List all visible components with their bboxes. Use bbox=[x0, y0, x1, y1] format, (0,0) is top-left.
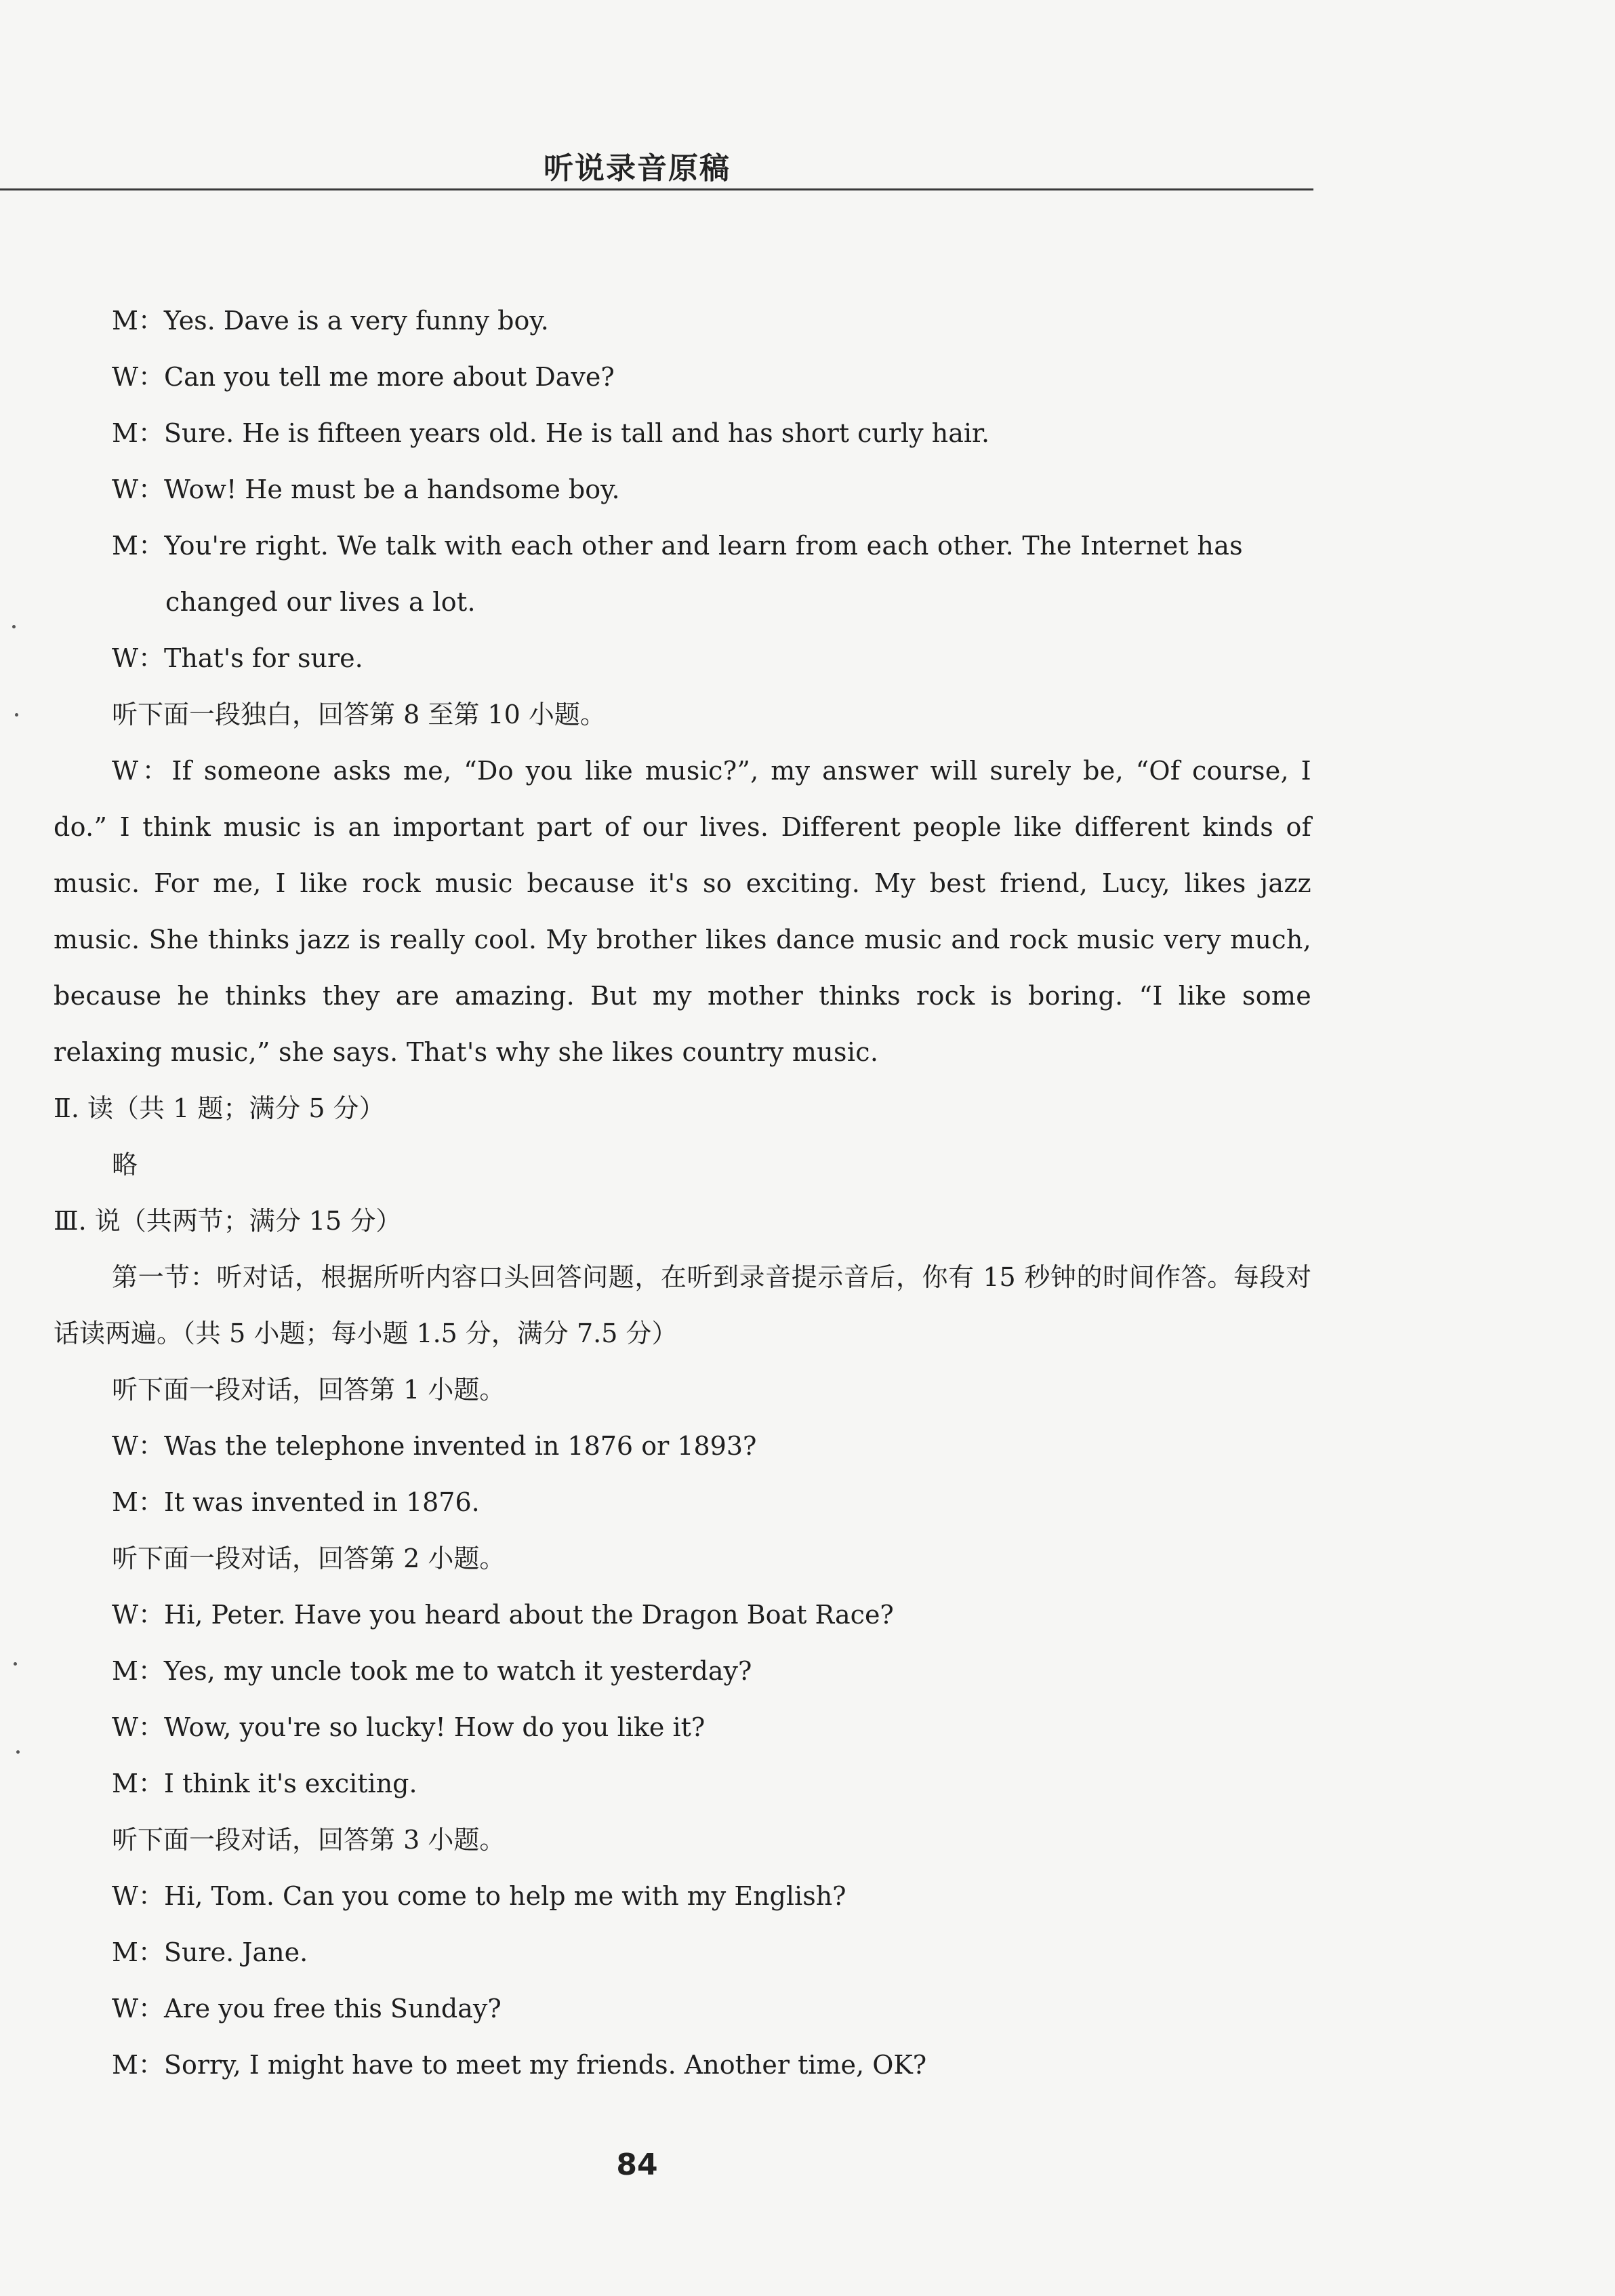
section-heading-read: Ⅱ. 读（共 1 题；满分 5 分） bbox=[54, 1093, 385, 1123]
transcript-body bbox=[54, 293, 1311, 2093]
dialogue-line: W：Can you tell me more about Dave? bbox=[112, 362, 615, 392]
page-number: 84 bbox=[616, 2148, 658, 2182]
dialogue-line: M：You're right. We talk with each other and learn from each other. The Internet has changed our lives a lot. bbox=[112, 531, 1243, 617]
dialogue-line: M：Sure. Jane. bbox=[112, 1937, 308, 1967]
dialogue-line: M：I think it's exciting. bbox=[112, 1769, 417, 1798]
section-instruction: 听下面一段对话，回答第 1 小题。 bbox=[112, 1375, 506, 1405]
dialogue-line: W：Wow, you're so lucky! How do you like it? bbox=[112, 1712, 706, 1742]
header-divider bbox=[0, 188, 1313, 190]
dialogue-line: M：Yes, my uncle took me to watch it yesterday? bbox=[112, 1656, 752, 1686]
dialogue-line: W：Hi, Tom. Can you come to help me with my English? bbox=[112, 1881, 846, 1911]
page-header-title: 听说录音原稿 bbox=[544, 151, 731, 186]
section-instruction: 听下面一段对话，回答第 2 小题。 bbox=[112, 1544, 506, 1573]
dialogue-line: M：Sorry, I might have to meet my friends. Another time, OK? bbox=[112, 2050, 927, 2080]
scan-speck bbox=[15, 713, 18, 717]
dialogue-line: M：Yes. Dave is a very funny boy. bbox=[112, 306, 549, 336]
dialogue-line: M：It was invented in 1876. bbox=[112, 1487, 480, 1517]
scan-speck bbox=[16, 1750, 20, 1754]
section-instruction: 听下面一段独白，回答第 8 至第 10 小题。 bbox=[112, 700, 606, 729]
section-content: 略 bbox=[112, 1150, 138, 1180]
dialogue-line: W：Was the telephone invented in 1876 or 1893? bbox=[112, 1431, 757, 1461]
dialogue-line: W：That's for sure. bbox=[112, 643, 363, 673]
section-instruction: 第一节：听对话，根据所听内容口头回答问题，在听到录音提示音后，你有 15 秒钟的时间作答。每段对话读两遍。（共 5 小题；每小题 1.5 分，满分 7.5 分） bbox=[54, 1262, 1311, 1348]
scan-speck bbox=[12, 625, 16, 628]
dialogue-line: W：Wow! He must be a handsome boy. bbox=[112, 475, 620, 504]
monologue-paragraph: W：If someone asks me, “Do you like music?”, my answer will surely be, “Of course, I do.” I think music is an important part of our lives. Different people like different kinds of music. For me, I like rock music because it's so exciting. My best friend, Lucy, likes jazz music. She thinks jazz is really cool. My brother likes dance music and rock music very much, because he thinks they are amazing. But my mother thinks rock is boring. “I like some relaxing music,” she says. That's why she likes country music. bbox=[54, 756, 1311, 1067]
scan-speck bbox=[14, 1662, 17, 1666]
section-heading-speak: Ⅲ. 说（共两节；满分 15 分） bbox=[54, 1206, 402, 1236]
section-instruction: 听下面一段对话，回答第 3 小题。 bbox=[112, 1825, 506, 1855]
dialogue-line: W：Are you free this Sunday? bbox=[112, 1994, 502, 2023]
dialogue-line: M：Sure. He is fifteen years old. He is tall and has short curly hair. bbox=[112, 418, 990, 448]
dialogue-line: W：Hi, Peter. Have you heard about the Dragon Boat Race? bbox=[112, 1600, 894, 1630]
